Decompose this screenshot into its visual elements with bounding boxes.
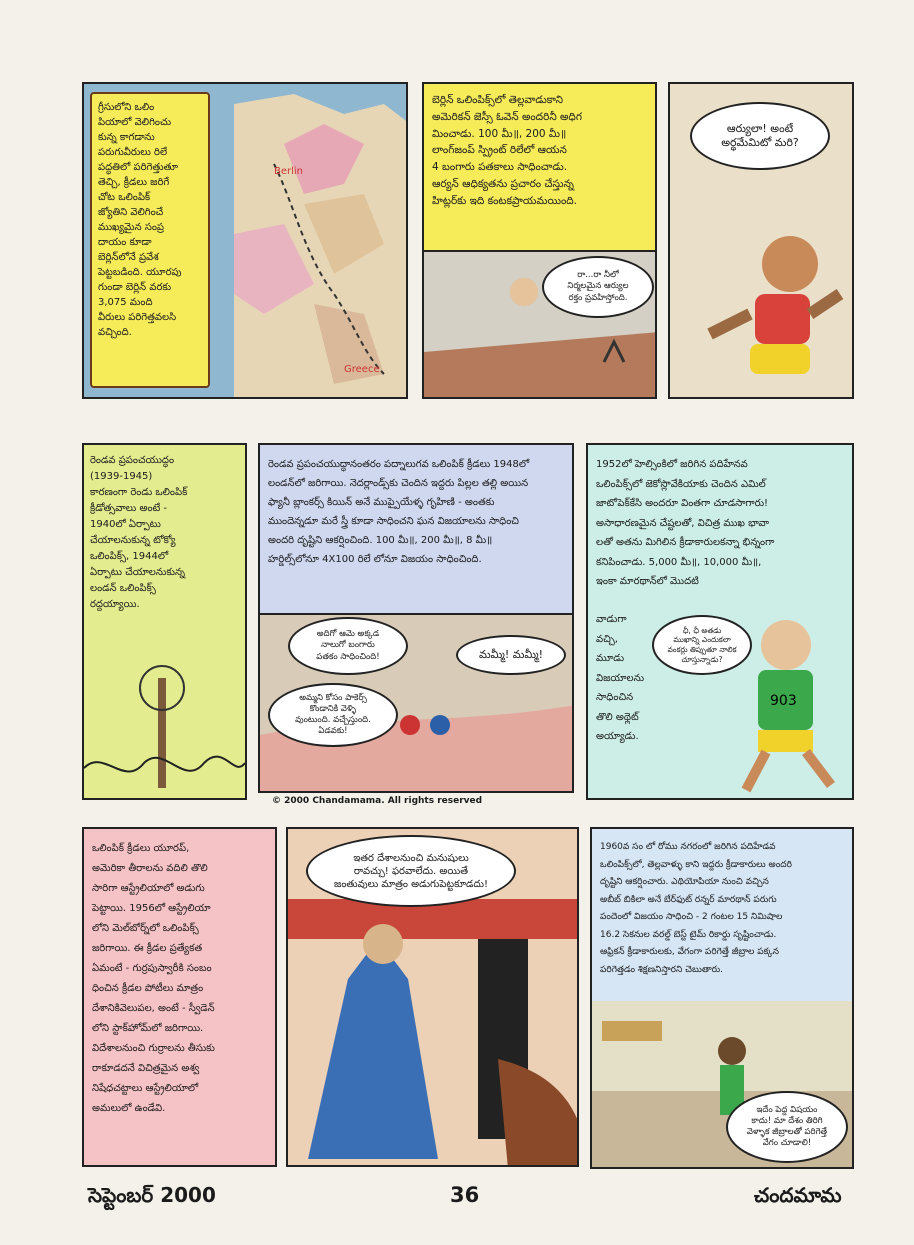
copyright-line: © 2000 Chandamama. All rights reserved — [272, 796, 483, 806]
caption-zatopek-continued: వాడుగా వచ్చి, మూడు విజయాలను సాధించిన తొలి అథ్లెట్ అయ్యాడు. — [596, 614, 645, 742]
panel-ww2-cancelled — [82, 443, 247, 800]
speech-bubble-mummy: మమ్మీ! మమ్మీ! — [456, 635, 566, 675]
panel-melbourne — [82, 827, 277, 1167]
panel-kangaroo — [286, 827, 579, 1167]
caption-torch-relay: గ్రీసులోని ఒలిం పియాలో వెలిగించు కున్న కాగడాను పరుగువీరులు రిలే పద్ధతిలో పరిగెత్తుతూ తెచ్చి, క్రీడలు జరిగే చోట ఒలింపిక్ జ్యోతిని వెలిగించే ముఖ్యమైన సంప్ర దాయం కూడా బెర్లిన్‌లోనే ప్రవేశ పెట్టబడింది. యూరపు గుండా బెర్లిన్ వరకు 3,075 మంది వీరులు పరిగెత్తవలసి వచ్చింది. — [98, 102, 182, 338]
panel-fanny-blankers — [258, 443, 574, 793]
speech-bubble-bikila: ఇదేం పెద్ద విషయం కాదు! మా దేశం తిరిగి వెళ్ళాక జీబ్రాలతో పరిగెత్తే వేగం చూడాలి! — [726, 1091, 848, 1163]
speech-bubble-customs: ఇతర దేశాలనుంచి మనుషులు రావచ్చు! ఫరవాలేదు. అయితే జంతువులు మాత్రం అడుగుపెట్టకూడదు! — [306, 835, 516, 907]
caption-melbourne: ఒలింపిక్ క్రీడలు యూరప్, అమెరికా తీరాలను వదిలి తొలి సారిగా ఆస్ట్రేలియాలో అడుగు పెట్టాయి. 1956లో ఆస్ట్రేలియా లోని మెల్‌బోర్న్‌లో ఒలింపిక్స్ జరిగాయి. ఈ క్రీడల ప్రత్యేకత ఏమంటే - గుర్రపుస్వారీకి సంబం ధించిన క్రీడల పోటీలు మాత్రం దేశానికివెలుపల, అంటే - స్వీడెన్ లోని స్టాక్‌హోమ్‌లో జరిగాయి. విదేశాలనుంచి గుర్రాలను తీసుకు రాకూడదనే విచిత్రమైన అశ్వ నిషేధచట్టాలు ఆస్ట్రేలియాలో అమలులో ఉండేవి. — [92, 843, 215, 1114]
caption-box — [260, 445, 572, 615]
torch-barbed-wire-illustration — [84, 648, 245, 798]
caption-ww2: రెండవ ప్రపంచయుద్ధం (1939-1945) కారణంగా రెండు ఒలింపిక్ క్రీడోత్సవాలు అంటే - 1940లో ఏర్పాటు చేయాలనుకున్న టోక్యో ఒలింపిక్స్, 1944లో ఏర్పాటు చేయాలనుకున్న లండన్ ఒలింపిక్స్ రద్దయ్యాయి. — [90, 455, 188, 610]
panel-aryan-question — [668, 82, 854, 399]
speech-bubble-hitler: రా...రా నీలో నిర్మలమైన ఆర్యుల రక్తం ప్రవహిస్తోంది. — [542, 256, 654, 318]
caption-jesse-owens: బెర్లిన్ ఒలింపిక్స్‌లో తెల్లవాడుకాని అమెరికన్ జెస్సీ ఓవెన్ అందరినీ అధిగ మించాడు. 100 మీ॥, 200 మీ॥ లాంగ్‌జంప్ స్ప్రింట్ రిలేలో ఆయన 4 బంగారు పతకాలు సాధించాడు. ఆర్యన్ ఆధిక్యతను ప్రచారం చేస్తున్న హిట్లర్‌కు ఇది కంటకప్రాయమయింది. — [432, 94, 582, 207]
page-number: 36 — [450, 1183, 480, 1207]
caption-fanny-blankers: రెండవ ప్రపంచయుద్ధానంతరం పద్నాలుగవ ఒలింపిక్ క్రీడలు 1948లో లండన్‌లో జరిగాయి. నెదర్లాండ్స్‌కు చెందిన ఇద్దరు పిల్లల తల్లి అయిన ఫ్యానీ బ్లాంకర్స్ కియిన్ అనే ముప్పైయేళ్ళ గృహిణి - అంతకు ముందెన్నడూ మరే స్త్రీ కూడా సాధించని ఘన విజయాలను సాధించి అందరి దృష్టిని ఆకర్షించింది. 100 మీ॥, 200 మీ॥, 8 మీ॥ హర్డిల్స్‌లోనూ 4X100 రిలే లోనూ విజయం సాధించింది. — [268, 459, 530, 565]
footer-date: సెప్టెంబర్ 2000 — [88, 1183, 216, 1207]
speech-bubble-father: అమ్మని కోసం పాకెర్స్ కొండానికి వెళ్ళి వుంటుంది. వచ్చేస్తుంది. ఏడవకు! — [268, 683, 398, 747]
panel-jesse-owens — [422, 82, 657, 399]
scroll-caption — [90, 92, 210, 388]
magazine-name: చందమామ — [754, 1183, 842, 1207]
caption-abebe-bikila: 1960వ సం లో రోము నగరంలో జరిగిన పదిహేడవ ఒలింపిక్స్‌లో, తెల్లవాళ్ళు కాని ఇద్దరు క్రీడాకారులు అందరి దృష్టిని ఆకర్షించారు. ఎథియోపియా నుంచి వచ్చిన అబీబ్ బికిలా అనే బేర్‌ఫుట్ రన్నర్ మారథాన్ పరుగు పందెంలో విజయం సాధించి - 2 గంటల 15 నిమిషాల 16.2 సెకనుల వరల్డ్ బెస్ట్ టైమ్ రికార్డు సృష్టించాడు. ఆఫ్రికన్ క్రీడాకారులకు, వేగంగా పరిగెత్తే జీబ్రాల పక్కన పరిగెత్తడం శిక్షణనిస్తారని చెబుతారు. — [600, 842, 792, 975]
map-label-greece: Greece — [344, 364, 380, 375]
speech-bubble-zatopek: ఛీ, ఛీ అతడు ముఖాన్ని ఎందుకలా వంకర్లు తిప్పుతూ నాలిక చూస్తున్నాడు? — [652, 615, 752, 675]
panel-map — [82, 82, 408, 399]
caption-zatopek: 1952లో హెల్సింకిలో జరిగిన పదిహేనవ ఒలింపిక్స్‌లో జెకోస్లొవేకియాకు చెందిన ఎమిల్ జాటోపెక్‌కేసి అందరూ వింతగా చూడసాగారు! అసాధారణమైన చేష్టలతో, విచిత్ర ముఖ భావా లతో అతను మిగిలిన క్రీడాకారులకన్నా భిన్నంగా కనిపించాడు. 5,000 మీ॥, 10,000 మీ॥, ఇంకా మారథాన్‌లో మొదటి — [596, 459, 775, 587]
runner-bib: 903 — [770, 693, 797, 709]
speech-bubble-gold: అదిగో ఆమె అక్కడ నాలుగో బంగారు పతకం సాధించింది! — [288, 617, 408, 675]
speech-bubble-aryan: ఆర్యులా! అంటే అర్థమేమిటో మరి? — [690, 102, 830, 170]
caption-box — [424, 84, 655, 252]
panel-abebe-bikila — [590, 827, 854, 1169]
panel-zatopek — [586, 443, 854, 800]
map-label-berlin: Berlin — [274, 166, 304, 177]
